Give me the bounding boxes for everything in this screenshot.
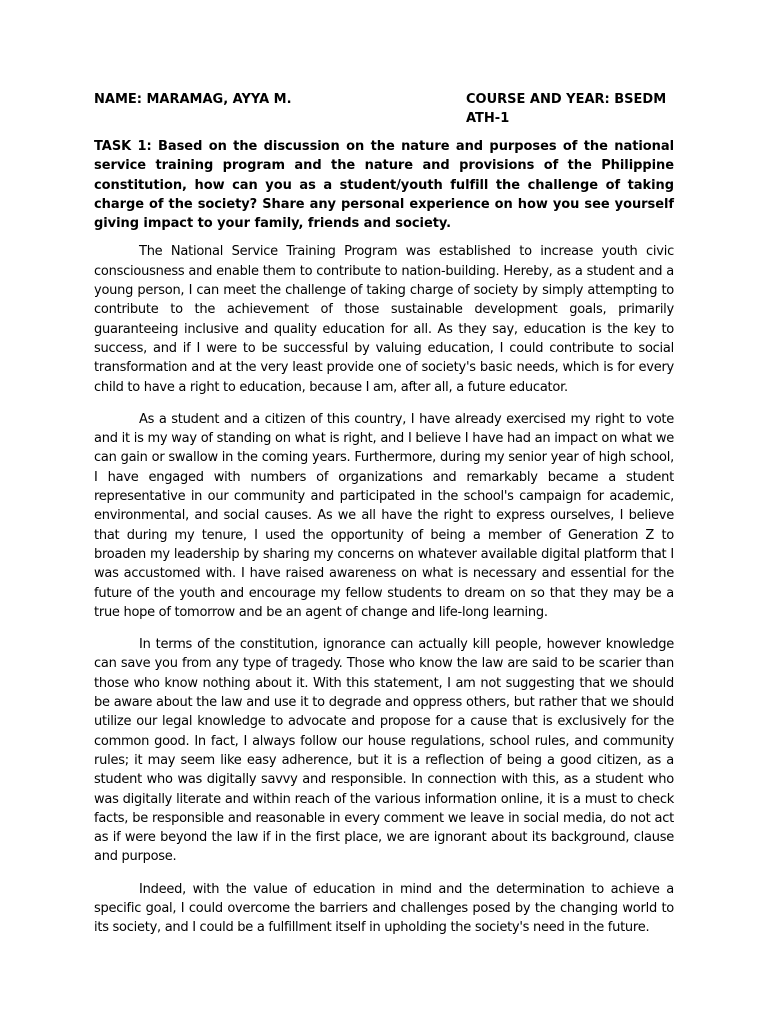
essay-paragraph-4: Indeed, with the value of education in mind and the determination to achieve a specific goal, I could overcome the barriers and challenges posed by the changing world to its society, and I could be a fulfillment itself in upholding the society's need in the future. [94, 881, 674, 936]
task-prompt: TASK 1: Based on the discussion on the nature and purposes of the national service training program and the nature and provisions of the Philippine constitution, how can you as a student/youth fulfill the challenge of taking charge of the society? Share any personal experience on how you see yourself giving impact to your family, friends and society. [94, 139, 674, 232]
student-name: NAME: MARAMAG, AYYA M. [94, 92, 292, 107]
document-page [94, 90, 674, 951]
essay-paragraph-2: As a student and a citizen of this country, I have already exercised my right to vote and it is my way of standing on what is right, and I believe I have had an impact on what we can gain or swallow in the coming years. Furthermore, during my senior year of high school, I have engaged with numbers of organizations and remarkably became a student representative in our community and participated in the school's campaign for academic, environmental, and social causes. As we all have the right to express ourselves, I believe that during my tenure, I used the opportunity of being a member of Generation Z to broaden my leadership by sharing my concerns on whatever available digital platform that I was accustomed with. I have raised awareness on what is necessary and essential for the future of the youth and encourage my fellow students to dream on so that they may be a true hope of tomorrow and be an agent of change and life-long learning. [94, 411, 674, 620]
header-row [94, 90, 674, 128]
course-and-year: COURSE AND YEAR: BSEDMATH-1 [466, 92, 667, 126]
essay-paragraph-3: In terms of the constitution, ignorance can actually kill people, however knowledge can save you from any type of tragedy. Those who know the law are said to be scarier than those who know nothing about it. With this statement, I am not suggesting that we should be aware about the law and use it to degrade and oppress others, but rather that we should utilize our legal knowledge to advocate and propose for a cause that is exclusively for the common good. In fact, I always follow our house regulations, school rules, and community rules; it may seem like easy adherence, but it is a reflection of being a good citizen, as a student who was digitally savvy and responsible. In connection with this, as a student who was digitally literate and within reach of the various information online, it is a must to check facts, be responsible and reasonable in every comment we leave in social media, do not act as if were beyond the law if in the first place, we are ignorant about its background, clause and purpose. [94, 637, 674, 865]
essay-paragraph-1: The National Service Training Program was established to increase youth civic consciousness and enable them to contribute to nation-building. Hereby, as a student and a young person, I can meet the challenge of taking charge of society by simply attempting to contribute to the achievement of those sustainable development goals, primarily guaranteeing inclusive and quality education for all. As they say, education is the key to success, and if I were to be successful by valuing education, I could contribute to social transformation and at the very least provide one of society's basic needs, which is for every child to have a right to education, because I am, after all, a future educator. [94, 244, 674, 395]
